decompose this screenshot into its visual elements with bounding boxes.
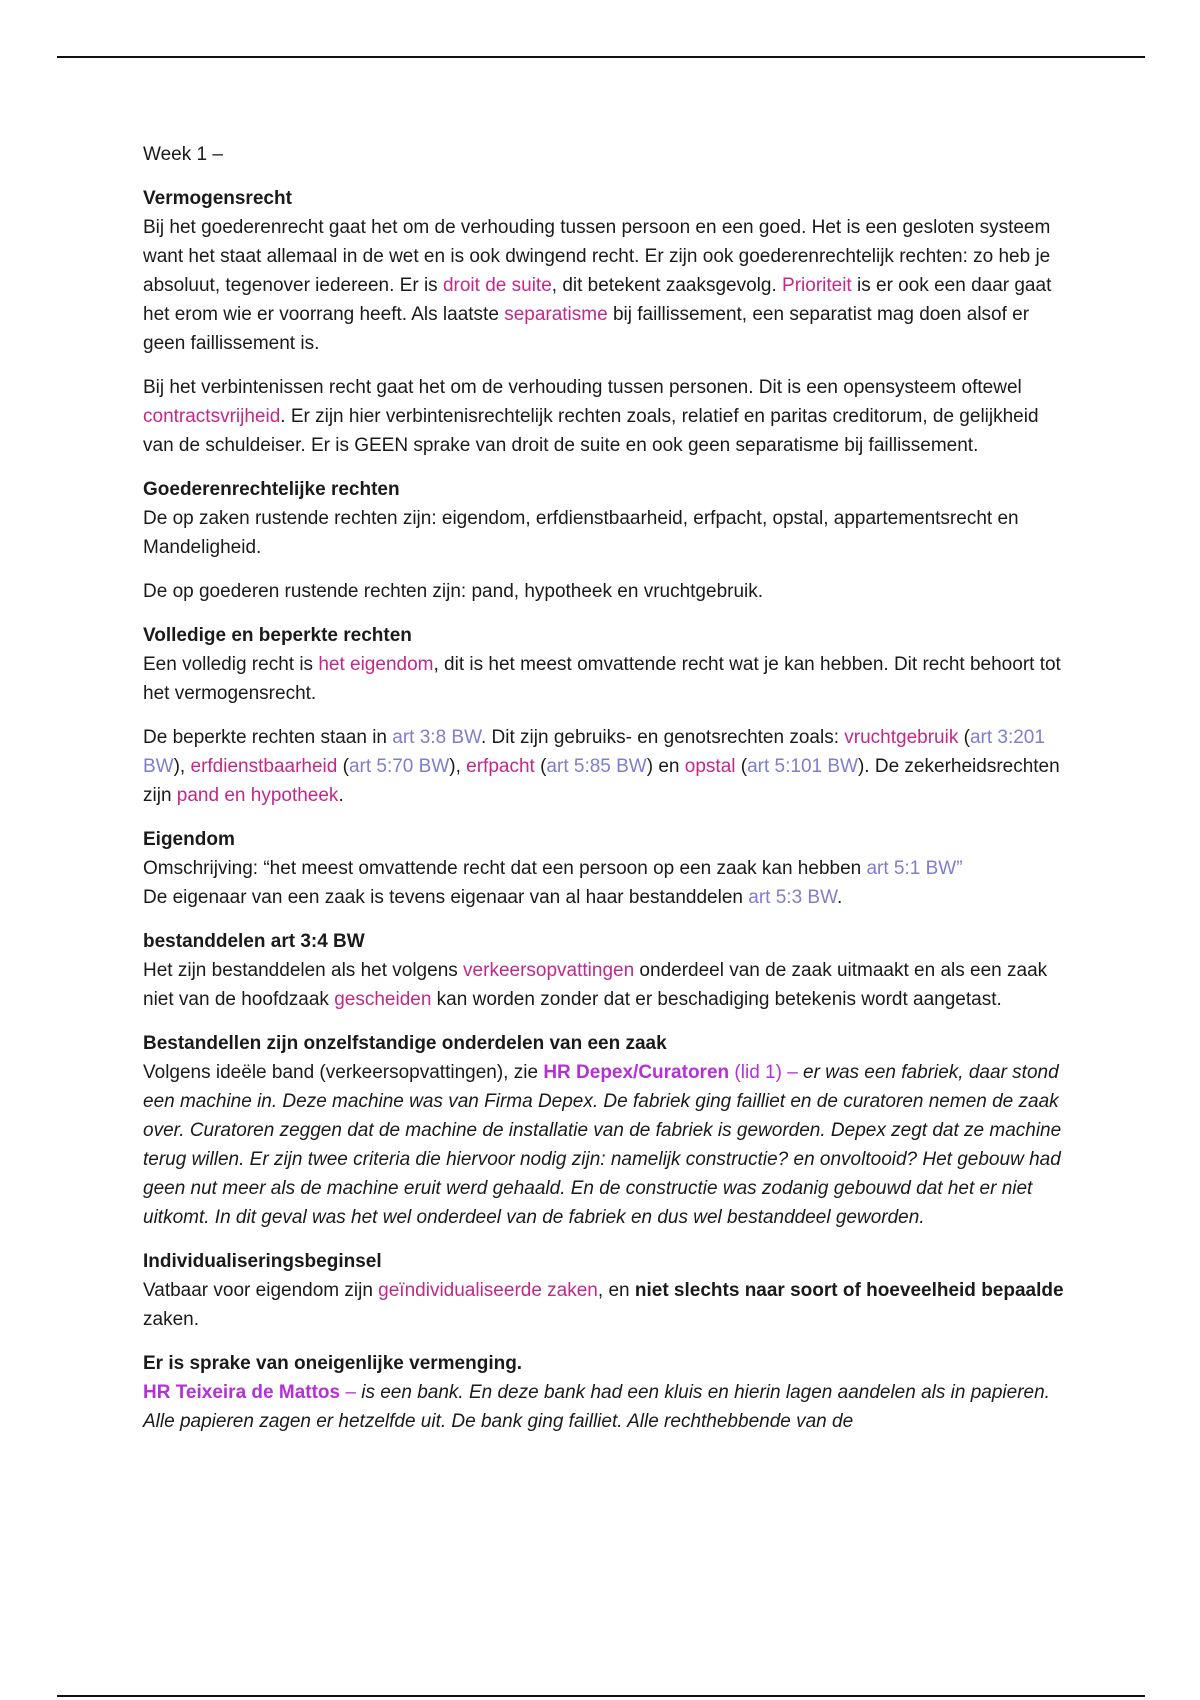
paragraph-beperkte-rechten <box>143 723 1073 810</box>
text: Volgens ideële band (verkeersopvattingen), zie <box>143 1062 544 1083</box>
text: Bij het verbintenissen recht gaat het om de verhouding tussen personen. Dit is een opensysteem oftewel <box>143 377 1022 398</box>
case-lid: (lid 1) – <box>729 1062 798 1083</box>
emphasis: niet slechts naar soort of hoeveelheid bepaalde <box>634 1280 1064 1301</box>
text: , en <box>597 1280 635 1301</box>
footer-rule <box>57 1695 1145 1697</box>
section-individualiseringsbeginsel <box>143 1247 1073 1334</box>
text: ( <box>337 756 349 777</box>
text: Een volledig recht is <box>143 654 319 675</box>
section-heading: Vermogensrecht <box>143 188 292 209</box>
term-erfpacht: erfpacht <box>466 756 535 777</box>
text: , dit is het meest omvattende recht wat je kan hebben. Dit recht behoort tot het vermogensrecht. <box>143 654 1061 704</box>
case-ref-depex: HR Depex/Curatoren <box>543 1062 730 1083</box>
section-volledige-beperkte-rechten <box>143 621 1073 708</box>
case-dash: – <box>340 1382 356 1403</box>
term-prioriteit: Prioriteit <box>782 275 852 296</box>
case-description: er was een fabriek, daar stond een machine in. Deze machine was van Firma Depex. De fabriek ging failliet en de curatoren nemen de zaak over. Curatoren zeggen dat de machine de installatie van de fabriek is geworden. Depex zegt dat ze machine terug willen. Er zijn twee criteria die hiervoor nodig zijn: namelijk constructie? en onvoltooid? Het gebouw had geen nut meer als de machine eruit werd gehaald. En de constructie was zodanig gebouwd dat het er niet uitkomt. In dit geval was het wel onderdeel van de fabriek en dus wel bestanddeel geworden. <box>143 1062 1062 1228</box>
text: Bij het goederenrecht gaat het om de verhouding tussen persoon en een goed. Het is een gesloten systeem want het staat allemaal in de wet en is ook dwingend recht. Er zijn ook goederenrechtelijk rechten: zo heb je absoluut, tegenover iedereen. Er is <box>143 217 1051 296</box>
text: ), <box>173 756 191 777</box>
term-verkeersopvattingen: verkeersopvattingen <box>463 960 635 981</box>
text: De op zaken rustende rechten zijn: eigendom, erfdienstbaarheid, erfpacht, opstal, appartementsrecht en Mandeligheid. <box>143 508 1019 558</box>
document-body <box>143 140 1073 1451</box>
article-ref: art 5:70 BW <box>348 756 450 777</box>
term-separatisme: separatisme <box>504 304 608 325</box>
week-label: Week 1 – <box>143 144 223 165</box>
term-vruchtgebruik: vruchtgebruik <box>844 727 959 748</box>
section-eigendom <box>143 825 1073 912</box>
article-ref: art 3:8 BW <box>392 727 481 748</box>
section-oneigenlijke-vermenging <box>143 1349 1073 1436</box>
section-onzelfstandige-onderdelen <box>143 1029 1073 1232</box>
paragraph: De op goederen rustende rechten zijn: pand, hypotheek en vruchtgebruik. <box>143 581 764 602</box>
section-heading: Eigendom <box>143 829 235 850</box>
text: . <box>836 887 843 908</box>
text: . Er zijn hier verbintenisrechtelijk rechten zoals, relatief en paritas creditorum, de gelijkheid van de schuldeiser. Er is GEEN sprake van droit de suite en ook geen separatisme bij faillissement. <box>143 406 1039 456</box>
term-contractsvrijheid: contractsvrijheid <box>143 406 281 427</box>
section-vermogensrecht <box>143 184 1073 358</box>
term-pand-hypotheek: pand en hypotheek <box>176 785 339 806</box>
term-droit-de-suite: droit de suite <box>442 275 552 296</box>
text: , dit betekent zaaksgevolg. <box>551 275 783 296</box>
case-ref-teixeira: HR Teixeira de Mattos <box>143 1382 341 1403</box>
text: De eigenaar van een zaak is tevens eigenaar van al haar bestanddelen <box>143 887 749 908</box>
paragraph-verbintenissenrecht <box>143 373 1073 460</box>
text: kan worden zonder dat er beschadiging betekenis wordt aangetast. <box>431 989 1002 1010</box>
text: Vatbaar voor eigendom zijn <box>143 1280 379 1301</box>
section-bestanddelen <box>143 927 1073 1014</box>
text: ) en <box>646 756 685 777</box>
text: ). De zekerheidsrechten zijn <box>143 756 1060 806</box>
text: zaken. <box>143 1309 199 1330</box>
article-ref: art 5:85 BW <box>546 756 647 777</box>
article-ref: art 3:201 BW <box>143 727 1045 777</box>
term-erfdienstbaarheid: erfdienstbaarheid <box>190 756 338 777</box>
header-rule <box>57 56 1145 58</box>
text: bij faillissement, een separatist mag doen alsof er geen faillissement is. <box>143 304 1030 354</box>
section-goederenrechtelijke-rechten <box>143 475 1073 562</box>
article-ref: art 5:3 BW <box>748 887 837 908</box>
term-opstal: opstal <box>684 756 736 777</box>
case-description: is een bank. En deze bank had een kluis en hierin lagen aandelen als in papieren. Alle papieren zagen er hetzelfde uit. De bank ging failliet. Alle rechthebbende van de <box>143 1382 1050 1432</box>
section-heading: Er is sprake van oneigenlijke vermenging. <box>143 1353 523 1374</box>
text: ( <box>735 756 748 777</box>
term-eigendom: het eigendom <box>318 654 434 675</box>
text: ( <box>534 756 547 777</box>
term-gescheiden: gescheiden <box>334 989 432 1010</box>
article-ref: art 5:1 BW” <box>866 858 963 879</box>
term-geindividualiseerde-zaken: geïndividualiseerde zaken <box>378 1280 598 1301</box>
text: . <box>338 785 344 806</box>
text: ( <box>958 727 970 748</box>
text: ), <box>449 756 467 777</box>
text: onderdeel van de zaak uitmaakt en als een zaak niet van de hoofdzaak <box>143 960 1048 1010</box>
section-heading: bestanddelen art 3:4 BW <box>143 931 365 952</box>
text: Het zijn bestanddelen als het volgens <box>143 960 464 981</box>
text: De beperkte rechten staan in <box>143 727 393 748</box>
article-ref: art 5:101 BW <box>747 756 858 777</box>
section-heading: Bestandellen zijn onzelfstandige onderdelen van een zaak <box>143 1033 667 1054</box>
text: . Dit zijn gebruiks- en genotsrechten zoals: <box>480 727 845 748</box>
text: Omschrijving: “het meest omvattende recht dat een persoon op een zaak kan hebben <box>143 858 867 879</box>
text: is er ook een daar gaat het erom wie er voorrang heeft. Als laatste <box>143 275 1052 325</box>
section-heading: Individualiseringsbeginsel <box>143 1251 382 1272</box>
section-heading: Goederenrechtelijke rechten <box>143 479 400 500</box>
section-heading: Volledige en beperkte rechten <box>143 625 412 646</box>
